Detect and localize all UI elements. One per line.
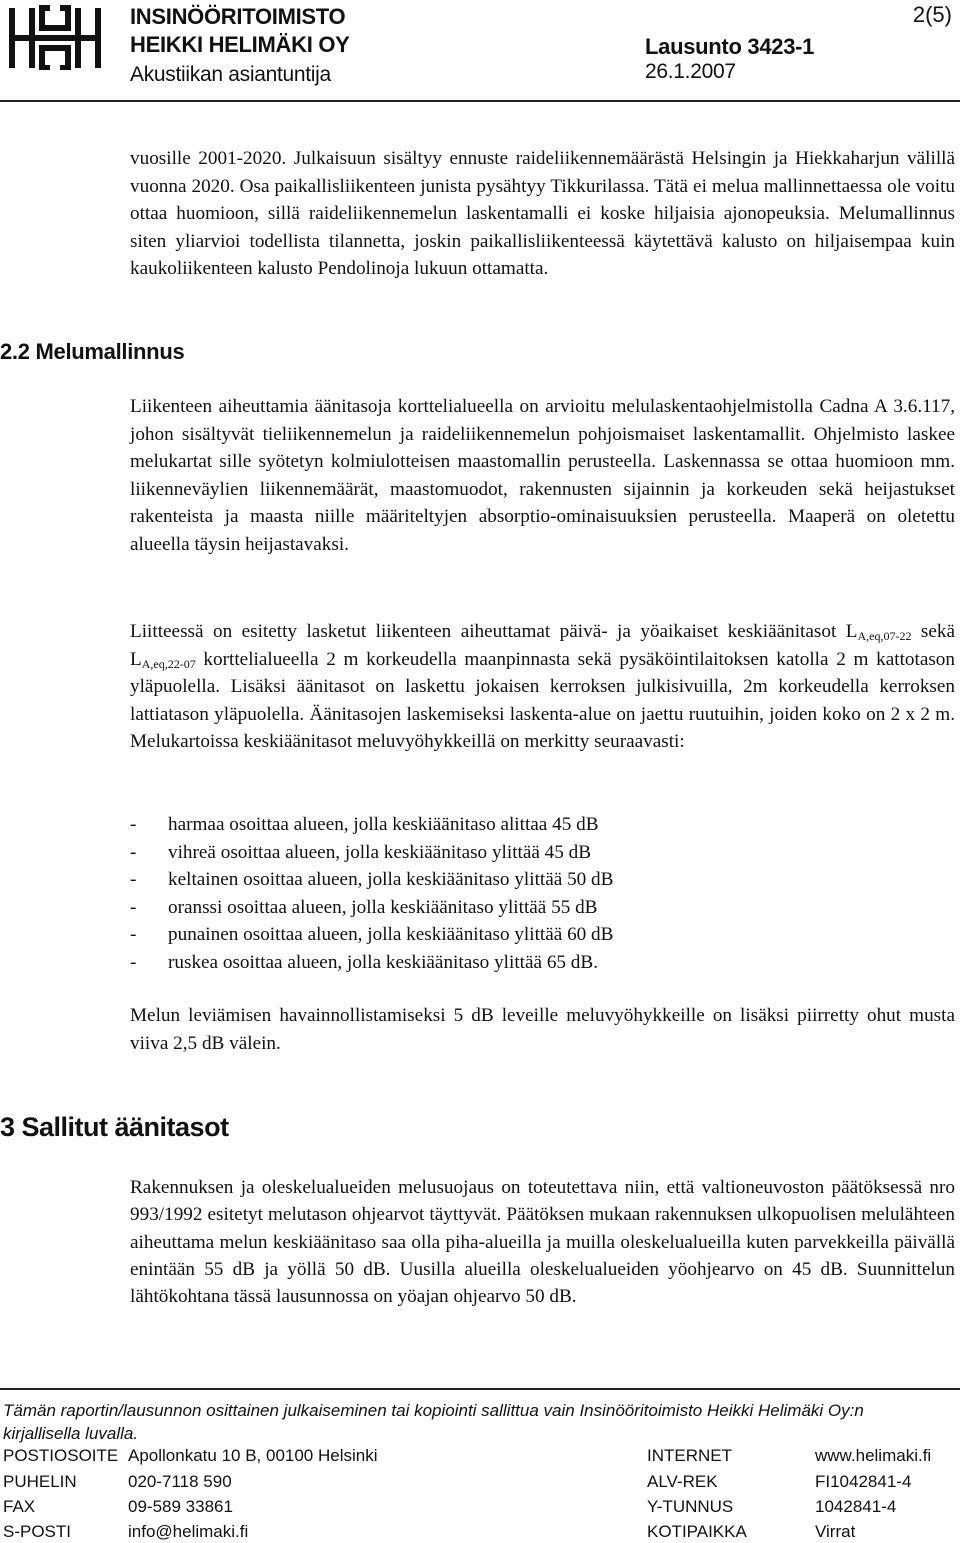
footer-vat-id: FI1042841-4 — [815, 1472, 912, 1491]
header-divider — [0, 100, 960, 102]
copyright-notice: Tämän raportin/lausunnon osittainen julkaiseminen tai kopiointi sallittua vain Insinööritoimisto Heikki Helimäki Oy:n kirjallisella luvalla. — [3, 1401, 864, 1443]
footer-label-alvrek: ALV-REK — [647, 1472, 718, 1491]
paragraph-allowed-levels — [130, 1174, 955, 1310]
company-name-block — [130, 2, 350, 86]
paragraph-text: vuosille 2001-2020. Julkaisuun sisältyy ennuste raideliikennemäärästä Helsingin ja Hiekkaharjun välillä vuonna 2020. Osa paikallisliikenteen junista pysähtyy Tikkurilassa. Tätä ei melua mallinnettaessa ole voitu ottaa huomioon, sillä raideliikennemelun laskentamalli ei koske hiljaisia ajonopeuksia. Melumallinnus siten yliarvioi todellista tilannetta, joskin paikallisliikenteessä käytettävä kalusto on hiljaisempaa kuin kaukoliikenteen kalusto Pendolinoja lukuun ottamatta. — [130, 148, 955, 279]
page-number: 2(5) — [912, 2, 952, 27]
footer-domicile: Virrat — [815, 1522, 856, 1541]
list-item-text: punainen osoittaa alueen, jolla keskiäänitaso ylittää 60 dB — [168, 924, 614, 946]
text-run: korttelialueella 2 m korkeudella maanpinnasta sekä pysäköintilaitoksen katolla 2 m kattotason yläpuolella. Lisäksi äänitasot on laskettu jokaisen kerroksen julkisivuilla, 2m korkeudella kerroksen lattiatason yläpuolella. Äänitasojen laskemiseksi laskenta-alue on jaettu ruutuihin, joiden koko on 2 x 2 m. Melukartoissa keskiäänitasot meluvyöhykkeillä on merkitty seuraavasti: — [130, 648, 955, 752]
footer-label-ytunnus: Y-TUNNUS — [647, 1497, 734, 1516]
list-item — [130, 949, 830, 977]
company-name-line1: INSINÖÖRITOIMISTO — [130, 4, 346, 29]
paragraph-modelling — [130, 393, 955, 558]
footer-label-puhelin: PUHELIN — [3, 1472, 77, 1491]
text-run: sekä L — [130, 621, 955, 670]
list-dash: - — [130, 924, 137, 946]
footer-phone: 020-7118 590 — [128, 1472, 232, 1491]
list-item-text: oranssi osoittaa alueen, jolla keskiäänitaso ylittää 55 dB — [168, 896, 598, 918]
paragraph-text: Melun leviämisen havainnollistamiseksi 5 dB leveille meluvyöhykkeille on lisäksi piirretty ohut musta viiva 2,5 dB välein. — [130, 1005, 955, 1054]
list-item-text: harmaa osoittaa alueen, jolla keskiäänitaso alittaa 45 dB — [168, 814, 599, 835]
list-item-text: ruskea osoittaa alueen, jolla keskiäänitaso ylittää 65 dB. — [168, 951, 598, 973]
paragraph-appendix-levels — [130, 618, 955, 756]
subscript-day: A,eq,07-22 — [857, 629, 912, 643]
footer-business-id: 1042841-4 — [815, 1497, 897, 1516]
footer-label-postiosoite: POSTIOSOITE — [3, 1446, 119, 1465]
list-dash: - — [130, 814, 137, 835]
footer-label-internet: INTERNET — [647, 1446, 732, 1465]
list-item — [130, 839, 830, 867]
footer-website: www.helimaki.fi — [815, 1446, 932, 1465]
footer-address: Apollonkatu 10 B, 00100 Helsinki — [128, 1446, 378, 1465]
paragraph-text — [130, 618, 955, 756]
paragraph-text: Liikenteen aiheuttamia äänitasoja korttelialueella on arvioitu melulaskentaohjelmistolla Cadna A 3.6.117, johon sisältyvät tieliikennemelun ja raideliikennemelun pohjoismaiset laskentamallit. Ohjelmisto laskee melukartat sille syötetyn kolmiulotteisen maastomallin perusteella. Laskennassa se ottaa huomioon mm. liikenneväylien liikennemäärät, maastomuodot, rakennusten sijainnin ja korkeuden sekä heijastukset rakenteista ja maasta niille määriteltyjen absorptio-ominaisuuksien perusteella. Maaperä on oletettu alueella täysin heijastavaksi. — [130, 396, 955, 555]
document-date: 26.1.2007 — [645, 60, 736, 83]
list-item — [130, 894, 830, 922]
list-item-text: vihreä osoittaa alueen, jolla keskiäänitaso ylittää 45 dB — [168, 841, 592, 863]
subscript-night: A,eq,22-07 — [141, 656, 196, 671]
footer-label-sposti: S-POSTI — [3, 1522, 72, 1541]
list-item — [130, 866, 830, 894]
footer-label-fax: FAX — [3, 1497, 36, 1516]
company-name-line2: HEIKKI HELIMÄKI OY — [130, 32, 350, 57]
paragraph-contour-lines — [130, 1002, 955, 1057]
section-heading-2-2: 2.2 Melumallinnus — [0, 339, 185, 364]
noise-zone-list — [130, 811, 830, 977]
text-run: Liitteessä on esitetty lasketut liikenteen aiheuttamat päivä- ja yöaikaiset keskiäänitasot L — [130, 621, 858, 642]
paragraph-intro-continuation — [130, 145, 955, 283]
list-item-text: keltainen osoittaa alueen, jolla keskiäänitaso ylittää 50 dB — [168, 869, 614, 891]
list-item — [130, 811, 830, 839]
list-dash: - — [130, 896, 137, 918]
footer-divider — [0, 1388, 960, 1390]
footer-label-kotipaikka: KOTIPAIKKA — [647, 1522, 747, 1541]
list-dash: - — [130, 869, 137, 891]
footer-email: info@helimaki.fi — [128, 1522, 249, 1541]
company-tagline: Akustiikan asiantuntija — [130, 63, 331, 86]
paragraph-text: Rakennuksen ja oleskelualueiden melusuojaus on toteutettava niin, että valtioneuvoston päätöksessä nro 993/1992 esitetyt melutason ohjearvot täyttyvät. Päätöksen mukaan rakennuksen ulkopuolisen melulähteen aiheuttama melun keskiäänitaso saa olla piha-alueilla ja muilla oleskelualueilla kuten parvekkeilla päivällä enintään 55 dB ja yöllä 50 dB. Uusilla alueilla oleskelualueiden yöohjearvo on 45 dB. Suunnittelun lähtökohtana tässä lausunnossa on yöajan ohjearvo 50 dB. — [130, 1177, 955, 1308]
company-logo — [6, 4, 104, 70]
list-dash: - — [130, 951, 137, 973]
section-heading-3: 3 Sallitut äänitasot — [0, 1112, 229, 1142]
document-id: Lausunto 3423-1 — [645, 34, 815, 59]
footer-fax: 09-589 33861 — [128, 1497, 233, 1516]
list-dash: - — [130, 841, 137, 863]
list-item — [130, 921, 830, 949]
